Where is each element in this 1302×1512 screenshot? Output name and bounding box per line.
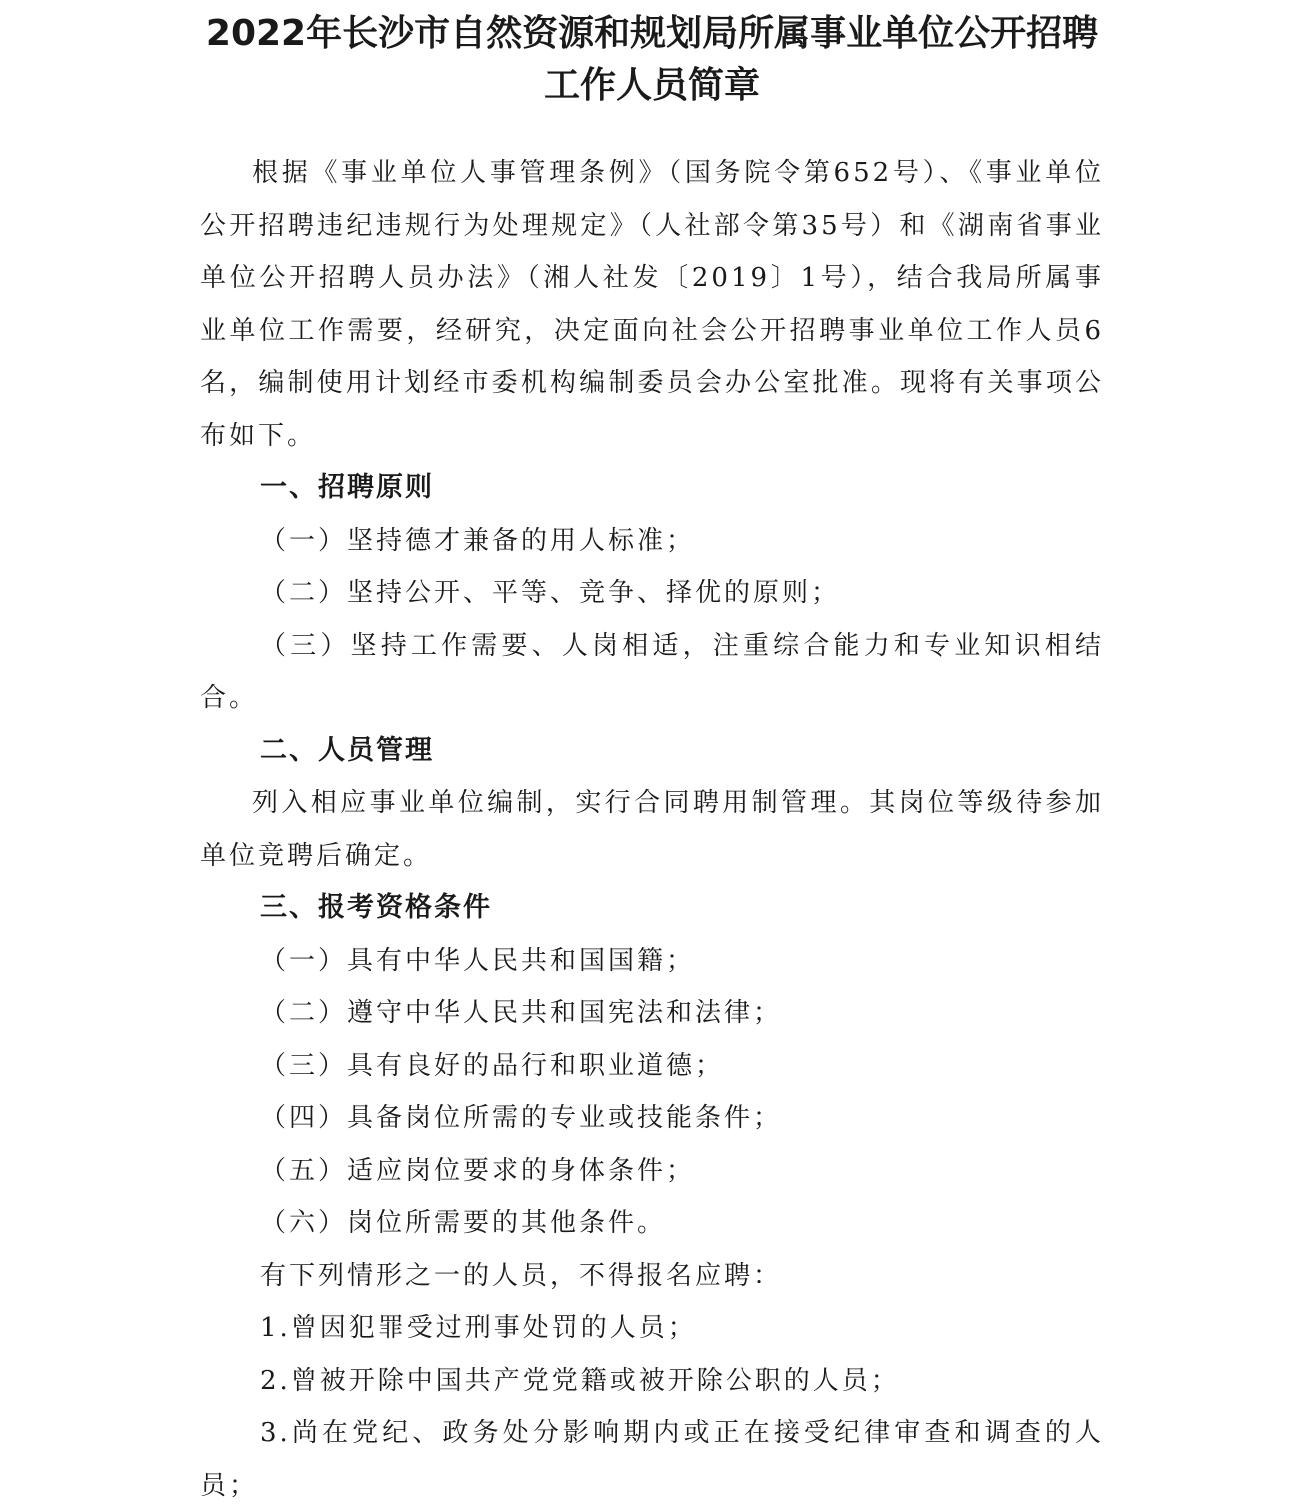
exclusion-intro: 有下列情形之一的人员，不得报名应聘： — [260, 1260, 783, 1291]
intro-paragraph: 根据《事业单位人事管理条例》（国务院令第652号）、《事业单位公开招聘违纪违规行为处理规定》（人社部令第35号）和《湖南省事业单位公开招聘人员办法》（湘人社发〔2019〕1号），结合我局所属事业单位工作需要，经研究，决定面向社会公开招聘事业单位工作人员6名，编制使用计划经市委机构编制委员会办公室批准。现将有关事项公布如下。 — [200, 158, 1104, 451]
qualification-item: （三）具有良好的品行和职业道德； — [260, 1050, 725, 1081]
principle-item: （一）坚持德才兼备的用人标准； — [260, 525, 696, 556]
section-heading-management: 二、人员管理 — [260, 734, 434, 766]
exclusion-item: 3.尚在党纪、政务处分影响期内或正在接受纪律审查和调查的人员； — [200, 1418, 1104, 1501]
qualification-item: （二）遵守中华人民共和国宪法和法律； — [260, 998, 783, 1028]
section-heading-principles: 一、招聘原则 — [260, 472, 434, 503]
title-line-1: 2022年长沙市自然资源和规划局所属事业单位公开招聘 — [205, 13, 1099, 54]
exclusion-item: 2.曾被开除中国共产党党籍或被开除公职的人员； — [260, 1365, 900, 1396]
qualification-item: （六）岗位所需要的其他条件。 — [260, 1208, 667, 1238]
title-line-2: 工作人员简章 — [543, 65, 760, 106]
exclusion-item: 1.曾因犯罪受过刑事处罚的人员； — [260, 1313, 697, 1343]
qualification-item: （五）适应岗位要求的身体条件； — [260, 1155, 696, 1186]
principle-item: （三）坚持工作需要、人岗相适，注重综合能力和专业知识相结合。 — [200, 630, 1104, 713]
principle-item: （二）坚持公开、平等、竞争、择优的原则； — [260, 578, 841, 608]
management-paragraph: 列入相应事业单位编制，实行合同聘用制管理。其岗位等级待参加单位竞聘后确定。 — [200, 788, 1104, 871]
qualification-item: （四）具备岗位所需的专业或技能条件； — [260, 1103, 783, 1133]
document-page — [200, 0, 1104, 1502]
section-heading-qualifications: 三、报考资格条件 — [260, 892, 492, 923]
document-body — [200, 147, 1104, 1512]
qualification-item: （一）具有中华人民共和国国籍； — [260, 945, 696, 976]
document-title — [200, 0, 1104, 112]
